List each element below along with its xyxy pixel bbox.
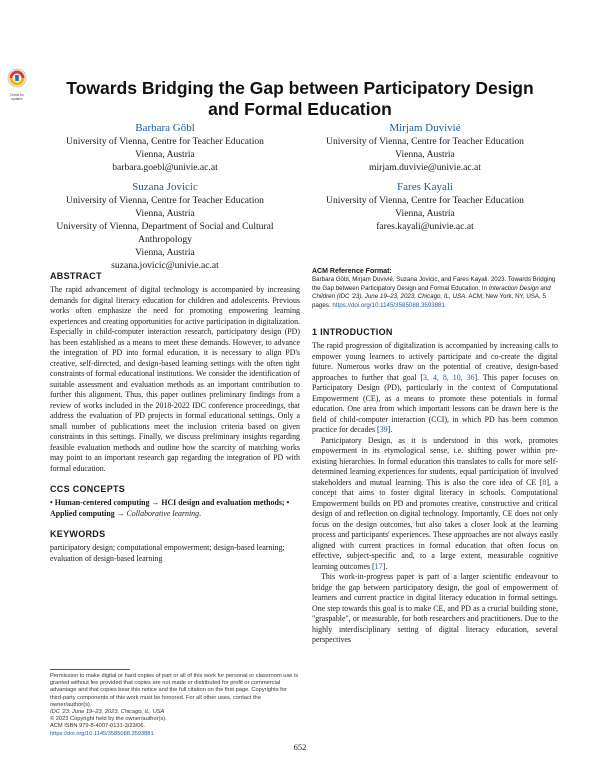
copyright-line: © 2023 Copyright held by the owner/author(s). [50, 716, 167, 723]
acm-ref-doi-link[interactable]: https://doi.org/10.1145/3585088.3593881 [332, 301, 446, 309]
isbn-line: ACM ISBN 979-8-4007-0131-3/23/06. [50, 723, 146, 730]
abstract-heading: ABSTRACT [50, 271, 102, 281]
ccs-bold: • Human-centered computing → HCI design and evaluation methods; • Applied computing → [50, 498, 290, 518]
footnote-rule [50, 669, 130, 670]
intro-text: ]. [387, 425, 393, 435]
author-location-2: Vienna, Austria [135, 247, 195, 258]
check-for-updates-badge[interactable] [6, 68, 28, 101]
intro-text: ]. This paper focuses on Participatory Design (PD), particularly in the context of Computational Empowerment (CE), as a means to promote these potentials in formal education. One area from which important lessons can be drawn here is the field of child-computer interaction (CCI), in which PD has been common practice for decades [ [312, 372, 558, 435]
citation-link[interactable]: 3, 4, 8, 10, 36 [423, 372, 475, 382]
page-number: 652 [293, 742, 307, 752]
permission-text: Permission to make digital or hard copies of part or all of this work for personal or classroom use is granted without fee provided that copies are not made or distributed for profit or commercial advantage and that copies bear this notice and the full citation on the first page. Copyrights for third-party components of this work must be honored. For all other uses, contact the owner/author(s). [50, 673, 299, 708]
author-block-4 [300, 181, 550, 233]
author-affiliation: University of Vienna, Centre for Teacher Education [326, 136, 524, 147]
paper-title: Towards Bridging the Gap between Participatory Design and Formal Education [66, 78, 534, 119]
acm-reference-text [312, 276, 558, 310]
author-name: Suzana Jovicic [132, 181, 198, 193]
permission-block [50, 673, 300, 738]
citation-link[interactable]: 8 [542, 477, 547, 487]
author-affiliation: University of Vienna, Centre for Teacher Education [66, 136, 264, 147]
author-location: Vienna, Austria [395, 208, 455, 219]
author-affiliation: University of Vienna, Centre for Teacher Education [66, 195, 264, 206]
badge-label: Check for updates [10, 93, 24, 101]
ccs-end: . [199, 508, 202, 518]
right-column [312, 267, 558, 646]
acm-ref-body: Barbara Göbl, Mirjam Duvivié, Suzana Jovicic, and Fares Kayali. 2023. Towards Bridging the Gap between Participatory Design and Formal Education. In [312, 276, 556, 292]
intro-text: The rapid progression of digitalization is accompanied by increasing calls to empower young learners to actively participate and co-create the digital future. Numerous works draw on the potential of creative, design-based approaches to further that goal [ [312, 341, 558, 382]
ccs-concepts [50, 498, 300, 519]
left-column [50, 270, 300, 564]
author-location: Vienna, Austria [135, 208, 195, 219]
author-block-2 [300, 122, 550, 174]
author-email: suzana.jovicic@univie.ac.at [111, 260, 219, 271]
acm-ref-tail: ACM, New York, NY, USA, 5 pages. [312, 293, 546, 309]
author-email: fares.kayali@univie.ac.at [376, 221, 474, 232]
doi-link[interactable]: https://doi.org/10.1145/3585088.3593881 [50, 730, 154, 737]
introduction-heading: 1 INTRODUCTION [312, 327, 393, 338]
keywords-heading: KEYWORDS [50, 529, 106, 539]
author-block-1 [40, 122, 290, 174]
acm-reference-heading: ACM Reference Format: [312, 268, 392, 275]
citation-link[interactable]: 39 [379, 425, 388, 435]
citation-link[interactable]: 17 [374, 561, 383, 571]
intro-paragraph-3: This work-in-progress paper is part of a larger scientific endeavour to bridge the gap between participatory design, the goal of empowerment of learners and current practice in digital literacy education in formal settings. One step towards this goal is to make CE, and PD as a crucial building stone, "graspable", or measurable, for both researchers and practitioners. Due to the highly interdisciplinary setting of digital literacy education, several perspectives [312, 572, 558, 645]
ccs-italic: Collaborative learning [126, 508, 200, 518]
author-name: Mirjam Duvivié [389, 122, 461, 134]
author-email: mirjam.duvivie@univie.ac.at [369, 162, 481, 173]
author-location: Vienna, Austria [135, 149, 195, 160]
author-block-3 [40, 181, 290, 272]
acm-ref-venue: Interaction Design and Children (IDC '23), June 19–23, 2023, Chicago, IL, USA. [312, 284, 551, 301]
author-affiliation: University of Vienna, Centre for Teacher Education [326, 195, 524, 206]
intro-text: ]. [382, 561, 388, 571]
author-name: Barbara Göbl [135, 122, 195, 134]
keywords-text: participatory design; computational empowerment; design-based learning; evaluation of design-based learning [50, 543, 285, 563]
conference-line: IDC '23, June 19–23, 2023, Chicago, IL, USA [50, 709, 165, 716]
author-email: barbara.goebl@univie.ac.at [112, 162, 218, 173]
author-affiliation-2: University of Vienna, Department of Social and Cultural [56, 221, 274, 232]
intro-paragraph-1 [312, 341, 558, 436]
ccs-heading: CCS CONCEPTS [50, 484, 126, 494]
author-affiliation-2b: Anthropology [138, 234, 192, 245]
abstract-text: The rapid advancement of digital technology is accompanied by increasing demands for digital literacy education for children and adolescents. Previous works often emphasize the need for promoting empowering learning experiences and creating opportunities for active participation in digitalization. Especially in child-computer interaction research, participatory design (PD) has been established as a means to meet these demands. However, to advance the integration of PD into formal education, it is necessary to align PD's creative, self-directed, and design-based learning settings with the often tight constraints of formal educational institutions. We consider the identification of suitable assessment and evaluation methods as an important contribution to further this alignment. Thus, this paper outlines preliminary findings from a review of works included in the 2018-2022 IDC conference proceedings, that address the evaluation of PD projects in formal educational settings. Only a small number of publications meet the inclusion criteria based on given constraints in this settings. Finally, we discuss preliminary insights regarding feasible evaluation methods and outline how the scarcity of matching works may point to an important research gap regarding the integration of PD with formal education. [50, 285, 300, 473]
intro-text: Participatory Design, as it is understood in this work, promotes empowerment in its etymological sense, i.e. shifting power within pre-existing hierarchies. In formal education this translates to calls for more self-determined learning experiences for students, equal participation of involved stakeholders and mutual learning. This is also the core idea of CE [ [312, 435, 558, 487]
intro-paragraph-2 [312, 436, 558, 573]
author-name: Fares Kayali [397, 181, 453, 193]
author-location: Vienna, Austria [395, 149, 455, 160]
intro-text: ], a concept that aims to foster digital literacy in schools. Computational Empowerment builds on PD and promotes creative, constructive and critical design of and reflection on digital technology. Importantly, CE does not only focus on the design outcomes, but also takes a closer look at the learning process and participants' experiences. These approaches are not always easily aligned with current practices in formal education that often focus on effective, subject-specific and, to a large extent, measurable cognitive learning outcomes [ [312, 477, 559, 571]
